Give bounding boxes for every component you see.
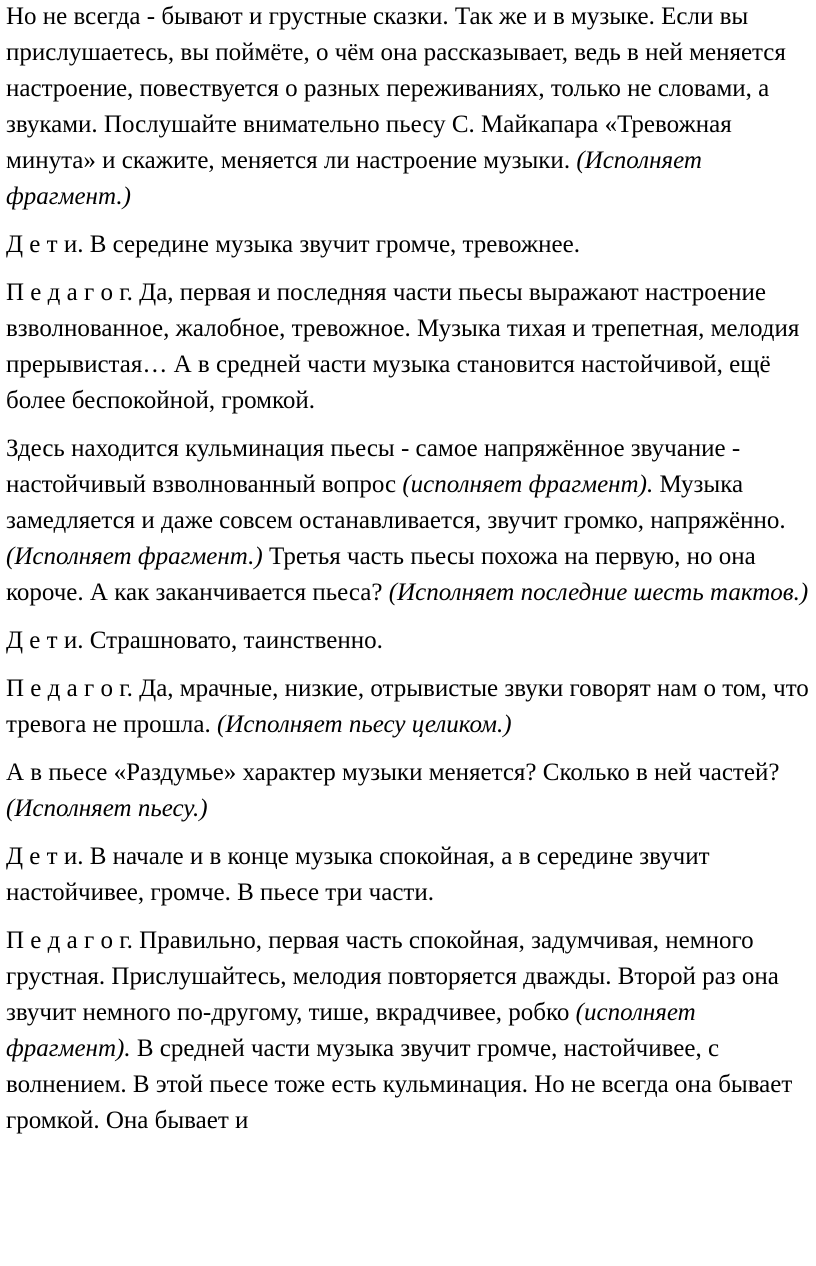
paragraph-children-reply-3 — [6, 839, 812, 911]
stage-direction: (Исполняет фрагмент.) — [6, 147, 702, 210]
paragraph-teacher-2 — [6, 671, 812, 743]
text-segment: Здесь находится кульминация пьесы - самое напряжённое звучание - настойчивый взволнованный вопрос — [6, 435, 741, 498]
paragraph-children-reply-2 — [6, 623, 812, 659]
text-segment: Да, первая и последняя части пьесы выражают настроение взволнованное, жалобное, тревожное. Музыка тихая и трепетная, мелодия прерывистая… А в средней части музыка становится настойчивой, ещё более беспокойной, громкой. — [6, 279, 800, 414]
text-segment: Музыка замедляется и даже совсем останавливается, звучит громко, напряжённо. — [6, 471, 786, 534]
text-segment: А в пьесе «Раздумье» характер музыки меняется? Сколько в ней частей? — [6, 759, 780, 786]
paragraph-teacher-3 — [6, 923, 812, 1139]
paragraph-culmination — [6, 431, 812, 611]
paragraph-teacher-1 — [6, 275, 812, 419]
stage-direction: (Исполняет фрагмент.) — [6, 543, 263, 570]
text-segment: Да, мрачные, низкие, отрывистые звуки говорят нам о том, что тревога не прошла. — [6, 675, 809, 738]
text-segment: Третья часть пьесы похожа на первую, но она короче. А как заканчивается пьеса? — [6, 543, 756, 606]
stage-direction: (исполняет фрагмент). — [402, 471, 654, 498]
text-segment: Правильно, первая часть спокойная, задумчивая, немного грустная. Прислушайтесь, мелодия повторяется дважды. Второй раз она звучит немного по-другому, тише, вкрадчивее, робко — [6, 927, 779, 1026]
stage-direction: (исполняет фрагмент). — [6, 999, 696, 1062]
text-segment: В начале и в конце музыка спокойная, а в середине звучит настойчивее, громче. В пьесе три части. — [6, 843, 710, 906]
paragraph-intro — [6, 0, 812, 215]
stage-direction: (Исполняет пьесу.) — [6, 795, 208, 822]
speaker-label: Д е т и. — [6, 627, 84, 654]
text-segment: Но не всегда - бывают и грустные сказки. Так же и в музыке. Если вы прислушаетесь, вы поймёте, о чём она рассказывает, ведь в ней меняется настроение, повествуется о разных переживаниях, только не словами, а звуками. Послушайте внимательно пьесу С. Майкапара «Тревожная минута» и скажите, меняется ли настроение музыки. — [6, 3, 786, 174]
stage-direction: (Исполняет пьесу целиком.) — [217, 711, 512, 738]
speaker-label: Д е т и. — [6, 843, 84, 870]
speaker-label: П е д а г о г. — [6, 675, 133, 702]
text-segment: Страшновато, таинственно. — [83, 627, 383, 654]
speaker-label: П е д а г о г. — [6, 927, 133, 954]
text-segment: В средней части музыка звучит громче, настойчивее, с волнением. В этой пьесе тоже есть кульминация. Но не всегда она бывает громкой. Она бывает и — [6, 1035, 793, 1134]
speaker-label: П е д а г о г. — [6, 279, 133, 306]
paragraph-children-reply-1 — [6, 227, 812, 263]
speaker-label: Д е т и. — [6, 231, 84, 258]
stage-direction: (Исполняет последние шесть тактов.) — [388, 579, 809, 606]
text-segment: В середине музыка звучит громче, тревожнее. — [83, 231, 580, 258]
paragraph-question — [6, 755, 812, 827]
